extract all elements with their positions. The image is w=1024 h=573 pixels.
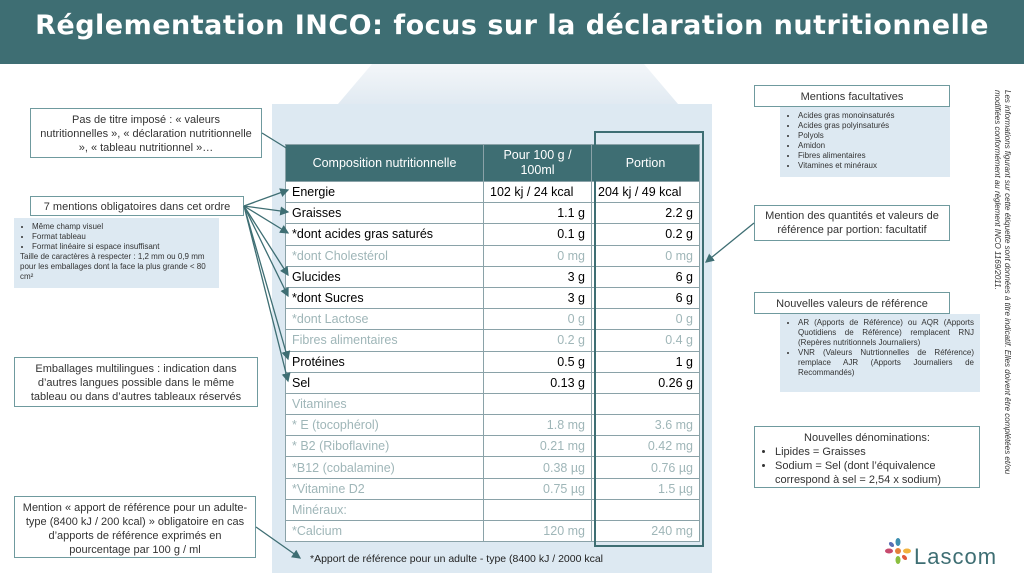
mentions-note: Taille de caractères à respecter : 1,2 mm ou 0,9 mm pour les emballages dont la face la plus grande < 80 cm²	[20, 252, 206, 281]
nutrient-name: Protéines	[286, 351, 484, 372]
mentions-obligatoires-title: 7 mentions obligatoires dans cet ordre	[30, 196, 244, 216]
value-per100: 0.13 g	[484, 372, 592, 393]
facultatives-item: • Acides gras polyinsaturés	[798, 121, 944, 131]
nutrient-name: *Calcium	[286, 521, 484, 542]
nvr-item: • VNR (Valeurs Nutrtionnelles de Référence) remplace AJR (Apports Journaliers de Recommandés)	[798, 348, 974, 378]
nvr-title: Nouvelles valeurs de référence	[754, 292, 950, 314]
value-portion: 6 g	[592, 266, 700, 287]
value-portion: 3.6 mg	[592, 415, 700, 436]
value-portion: 0 mg	[592, 245, 700, 266]
value-portion: 2.2 g	[592, 203, 700, 224]
value-per100: 0 mg	[484, 245, 592, 266]
mentions-item: • Format tableau	[32, 232, 213, 242]
titre-note: Pas de titre imposé : « valeurs nutritionnelles », « déclaration nutritionnelle », « tableau nutritionnel »…	[30, 108, 262, 158]
multilingue-note: Emballages multilingues : indication dans d’autres langues possible dans le même tableau ou dans d’autres tableaux réservés	[14, 357, 258, 407]
brand-name: Lascom	[914, 544, 998, 569]
value-per100: 3 g	[484, 287, 592, 308]
arrow-glucides	[244, 206, 288, 275]
value-portion: 204 kj / 49 kcal	[592, 182, 700, 203]
nutrient-name: Energie	[286, 182, 484, 203]
denominations-title: Nouvelles dénominations:	[804, 432, 930, 444]
value-portion: 1 g	[592, 351, 700, 372]
nutrient-name: *B12 (cobalamine)	[286, 457, 484, 478]
nutrient-name: Minéraux:	[286, 499, 484, 520]
value-per100: 0 g	[484, 309, 592, 330]
value-per100: 102 kj / 24 kcal	[484, 182, 592, 203]
arrow-energie	[244, 190, 288, 206]
value-per100: 0.2 g	[484, 330, 592, 351]
facultatives-item: • Amidon	[798, 141, 944, 151]
value-portion: 1.5 µg	[592, 478, 700, 499]
value-portion: 6 g	[592, 287, 700, 308]
facultatives-item: • Polyols	[798, 131, 944, 141]
denomination-item: • Lipides = Graisses	[775, 445, 973, 459]
arrow-mention-ref	[256, 527, 300, 558]
value-per100: 0.5 g	[484, 351, 592, 372]
mentions-item: • Même champ visuel	[32, 222, 213, 232]
facultatives-item: • Acides gras monoinsaturés	[798, 111, 944, 121]
value-per100: 1.1 g	[484, 203, 592, 224]
arrow-sel	[244, 206, 288, 381]
col-header-composition: Composition nutritionnelle	[286, 145, 484, 182]
nutrient-name: Graisses	[286, 203, 484, 224]
value-portion: 0.76 µg	[592, 457, 700, 478]
value-portion: 0 g	[592, 309, 700, 330]
value-portion: 0.4 g	[592, 330, 700, 351]
value-per100: 120 mg	[484, 521, 592, 542]
nutrient-name: * B2 (Riboflavine)	[286, 436, 484, 457]
value-per100: 0.38 µg	[484, 457, 592, 478]
value-portion: 240 mg	[592, 521, 700, 542]
value-per100: 0.75 µg	[484, 478, 592, 499]
mention-reference-note: Mention « apport de référence pour un adulte-type (8400 kJ / 200 kcal) » obligatoire en cas d’apports de référence exprimés en pourcentage par 100 g / ml	[14, 496, 256, 558]
table-footnote: *Apport de référence pour un adulte - type (8400 kJ / 2000 kcal	[310, 553, 604, 565]
page-title: Réglementation INCO: focus sur la déclaration nutritionnelle	[35, 10, 989, 41]
value-portion: 0.26 g	[592, 372, 700, 393]
value-per100: 0.21 mg	[484, 436, 592, 457]
arrow-graisses	[244, 206, 288, 212]
col-header-per100: Pour 100 g / 100ml	[484, 145, 592, 182]
arrow-portion	[706, 223, 754, 262]
mentions-item: • Format linéaire si espace insuffisant	[32, 242, 213, 252]
lascom-logo-icon	[884, 536, 912, 566]
nutrient-name: *dont acides gras saturés	[286, 224, 484, 245]
value-per100: 0.1 g	[484, 224, 592, 245]
facultatives-item: • Vitamines et minéraux	[798, 161, 944, 171]
side-disclaimer-text: Les informations figurant sur cette étiquette sont données à titre indicatif. Elles doivent être complétées et/ou modifiées conformément au règlement INCO 1169/2011.	[993, 90, 1012, 475]
value-portion: 0.2 g	[592, 224, 700, 245]
facultatives-item: • Fibres alimentaires	[798, 151, 944, 161]
value-per100: 1.8 mg	[484, 415, 592, 436]
arrow-titre	[262, 133, 296, 154]
value-portion: 0.42 mg	[592, 436, 700, 457]
nutrient-name: * E (tocophérol)	[286, 415, 484, 436]
nutrient-name: *dont Sucres	[286, 287, 484, 308]
value-per100: 3 g	[484, 266, 592, 287]
nutrient-name: Fibres alimentaires	[286, 330, 484, 351]
nutrient-name: Sel	[286, 372, 484, 393]
portion-note: Mention des quantités et valeurs de référence par portion: facultatif	[754, 205, 950, 241]
nutrient-name: Glucides	[286, 266, 484, 287]
facultatives-title: Mentions facultatives	[754, 85, 950, 107]
nutrient-name: *dont Lactose	[286, 309, 484, 330]
col-header-portion: Portion	[592, 145, 700, 182]
denomination-item: • Sodium = Sel (dont l’équivalence correspond à sel = 2,54 x sodium)	[775, 459, 973, 487]
nutrient-name: *dont Cholestérol	[286, 245, 484, 266]
nutrient-name: *Vitamine D2	[286, 478, 484, 499]
nutrient-name: Vitamines	[286, 393, 484, 414]
nvr-item: • AR (Apports de Référence) ou AQR (Apports Quotidiens de Référence) remplacent RNJ (Repères nutritionnels Journaliers)	[798, 318, 974, 348]
